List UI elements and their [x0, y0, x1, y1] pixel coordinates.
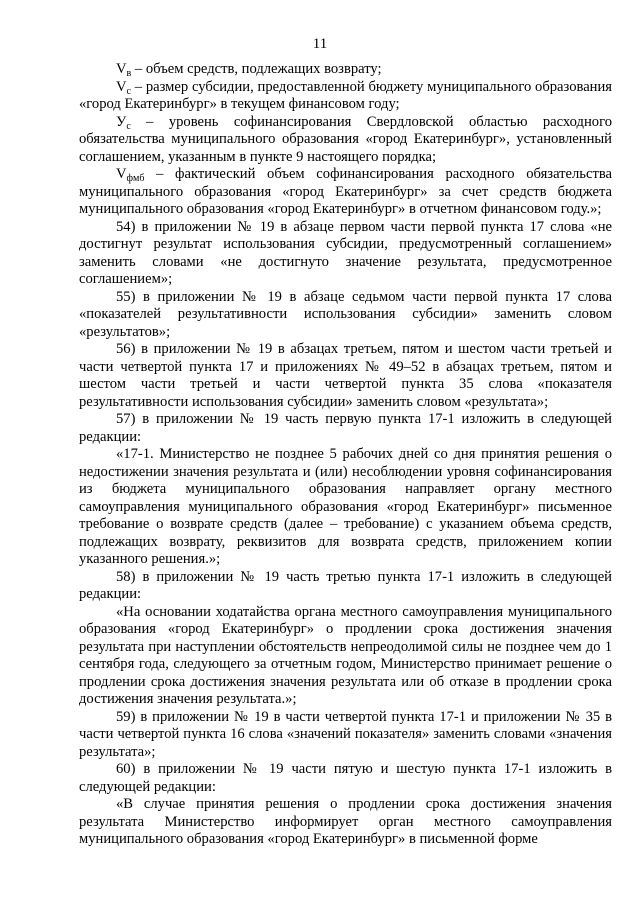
definition-symbol: V [116, 78, 127, 95]
definition-subscript: c [126, 120, 131, 132]
paragraph-60: 60) в приложении № 19 части пятую и шестую пункта 17-1 изложить в следующей редакции: [79, 761, 612, 795]
paragraph-54: 54) в приложении № 19 в абзаце первом части первой пункта 17 слова «не достигнут результат использования субсидии, предусмотренный соглашением» заменить словами «не достигнуто значение результата, предусмотренное соглашением»; [79, 218, 612, 287]
document-body [79, 61, 612, 849]
paragraph-59: 59) в приложении № 19 в части четвертой пункта 17-1 и приложении № 35 в части четвертой пункта 16 слова «значений показателя» заменить словами «значения результата»; [79, 708, 612, 760]
paragraph-60-quote: «В случае принятия решения о продлении срока достижения значения результата Министерство информирует орган местного самоуправления муниципального образования «город Екатеринбург» в письменной форме [79, 796, 612, 847]
definition-v-subsidy [79, 79, 612, 114]
page-number: 11 [312, 36, 328, 52]
definition-subscript: фмб [126, 173, 145, 184]
paragraph-57: 57) в приложении № 19 часть первую пункта 17-1 изложить в следующей редакции: [79, 411, 612, 445]
definition-v-returned [79, 61, 612, 79]
paragraph-56: 56) в приложении № 19 в абзацах третьем, пятом и шестом части третьей и части четвертой пункта 17 и приложениях № 49–52 в абзацах третьем, пятом и шестом части третьей и части четвертой пункта 35 слова «показателя результативности использования субсидии» заменить словом «результата»; [79, 341, 612, 410]
definition-text: – размер субсидии, предоставленной бюджету муниципального образования «город Екатеринбург» в текущем финансовом году; [79, 78, 612, 112]
paragraph-58: 58) в приложении № 19 часть третью пункта 17-1 изложить в следующей редакции: [79, 568, 612, 602]
definition-symbol: У [116, 113, 127, 130]
paragraph-58-quote: «На основании ходатайства органа местного самоуправления муниципального образования «город Екатеринбург» о продлении срока достижения значения результата при наступлении обстоятельств непреодолимой силы не позднее чем до 1 сентября года, следующего за отчетным годом, Министерство принимает решение о продлении срока достижения значения результата или об отказе в продлении срока достижения значения результата.»; [79, 603, 612, 707]
definition-subscript: в [126, 68, 132, 79]
definition-symbol: V [116, 166, 127, 182]
paragraph-57-quote: «17-1. Министерство не позднее 5 рабочих дней со дня принятия решения о недостижении значения результата и (или) несоблюдении уровня софинансирования из бюджета муниципального образования направляет органу местного самоуправления муниципального образования «город Екатеринбург» письменное требование о возврате средств (далее – требование) с указанием объема средств, подлежащих возврату, реквизитов для возврата средств, приложением копии указанного решения.»; [79, 446, 612, 567]
definition-v-actual [79, 166, 612, 219]
paragraph-55: 55) в приложении № 19 в абзаце седьмом части первой пункта 17 слова «показателей результативности использования субсидии» заменить словом «результатов»; [79, 288, 612, 340]
definition-subscript: c [126, 85, 131, 97]
definition-text: – фактический объем софинансирования расходного обязательства муниципального образования «город Екатеринбург» за счет средств бюджета муниципального образования «город Екатеринбург» в отчетном финансовом году.»; [79, 166, 612, 217]
definition-text: – объем средств, подлежащих возврату; [131, 61, 382, 77]
definition-text: – уровень софинансирования Свердловской областью расходного обязательства муниципального образования «город Екатеринбург», установленный соглашением, указанным в пункте 9 настоящего порядка; [79, 113, 612, 165]
definition-symbol: V [116, 61, 127, 77]
definition-cofinancing-level [79, 114, 612, 167]
